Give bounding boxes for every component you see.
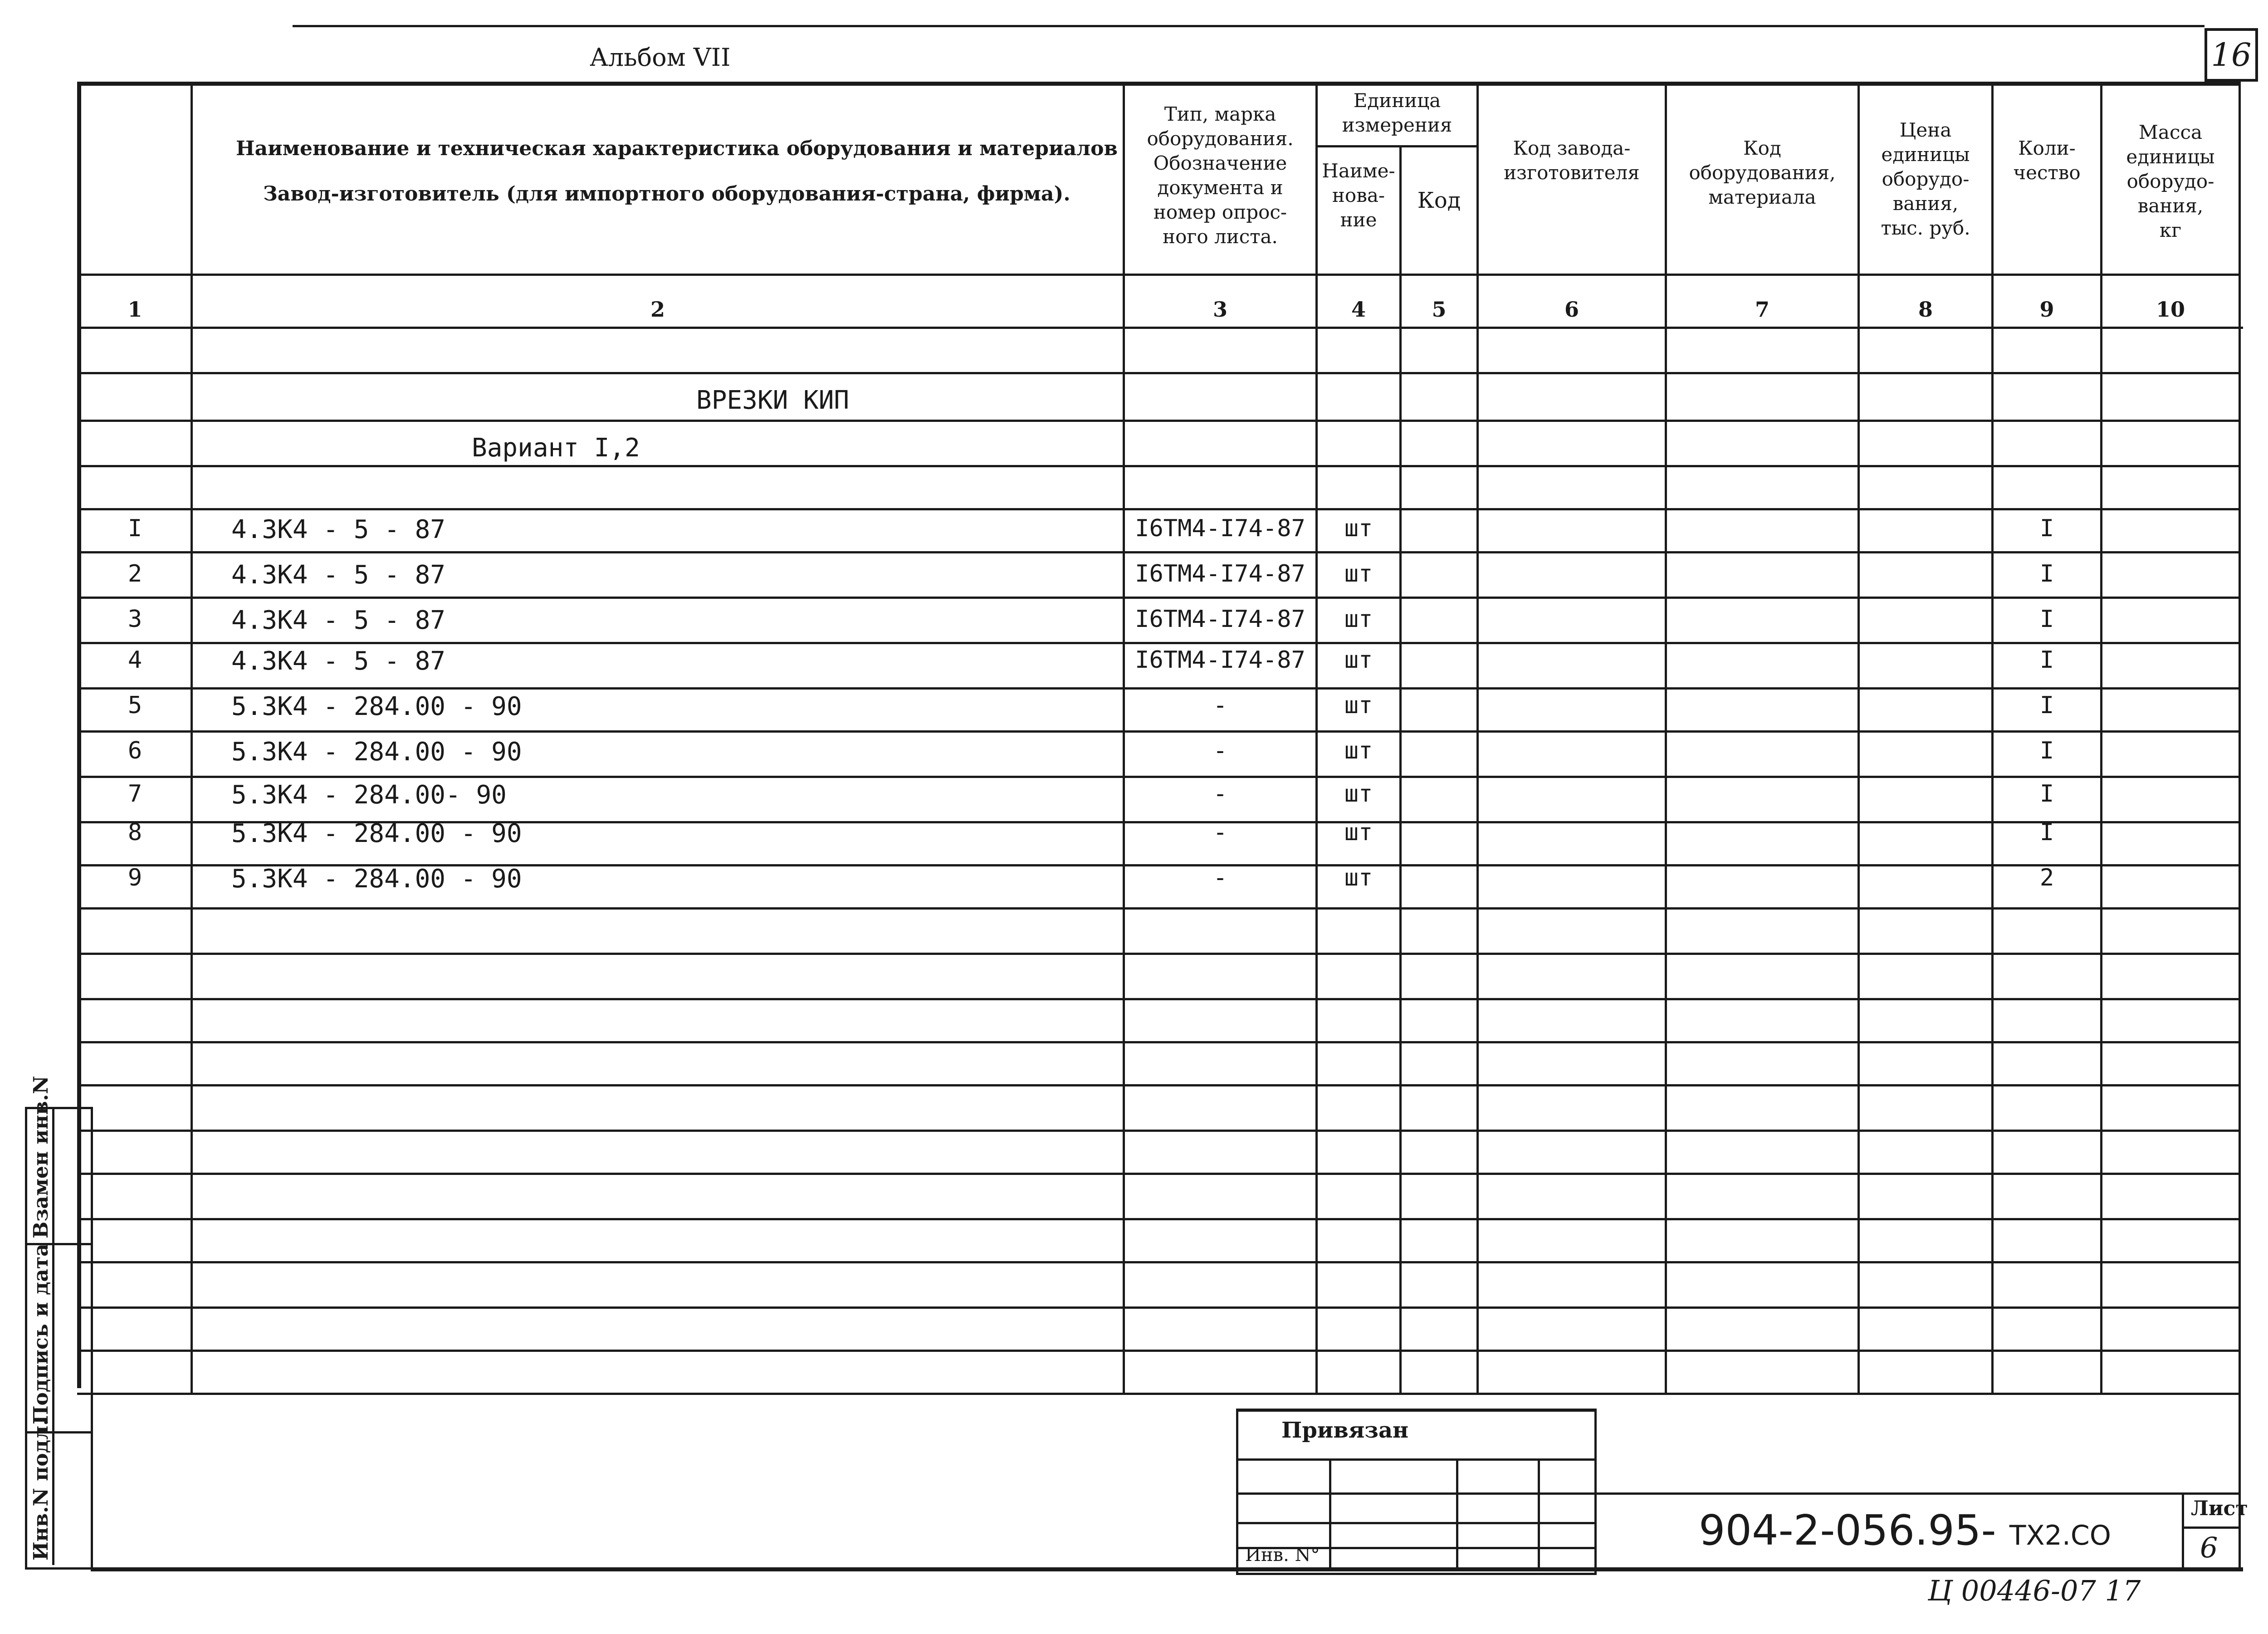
row-line xyxy=(77,776,2241,778)
section-title: ВРЕЗКИ КИП xyxy=(696,386,850,415)
col4-header-line: Наиме- xyxy=(1322,160,1395,182)
row-line xyxy=(77,372,2241,374)
item-type: I6ТМ4-I74-87 xyxy=(1135,606,1305,633)
row-line xyxy=(77,1350,2241,1352)
item-unit: шт xyxy=(1344,646,1373,674)
item-quantity: I xyxy=(2039,606,2054,633)
item-name: 4.ЗК4 - 5 - 87 xyxy=(231,515,446,544)
col7-divider xyxy=(1857,82,1860,1393)
list-label: Лист xyxy=(2191,1497,2248,1520)
col5-divider xyxy=(1476,82,1479,1393)
row-line xyxy=(77,687,2241,690)
row-line xyxy=(77,508,2241,510)
col1-divider xyxy=(191,82,193,1393)
unit-group-line: Единица xyxy=(1353,89,1441,112)
item-unit: шт xyxy=(1344,606,1373,633)
list-box-line xyxy=(2182,1526,2241,1529)
item-type: - xyxy=(1213,819,1227,846)
col6-header-line: изготовителя xyxy=(1504,161,1640,184)
column-number: 7 xyxy=(1755,297,1769,322)
sidebar-signature-date: Подпись и дата xyxy=(29,1243,53,1424)
item-type: - xyxy=(1213,737,1227,764)
list-number: 6 xyxy=(2200,1531,2218,1564)
col8-header xyxy=(1860,118,1991,240)
row-line xyxy=(77,420,2241,422)
col2-header-line2: Завод-изготовитель (для импортного оборудования-страна, фирма). xyxy=(263,182,1070,205)
col8-header-line: единицы xyxy=(1881,143,1970,166)
sheet-bottom-border xyxy=(91,1567,2243,1571)
item-name: 5.ЗК4 - 284.00 - 90 xyxy=(231,819,522,848)
item-unit: шт xyxy=(1344,515,1373,542)
row-line xyxy=(77,1261,2241,1263)
col10-header-line: единицы xyxy=(2126,146,2215,168)
col3-header-line: оборудования. xyxy=(1147,127,1294,150)
col9-header-line: Коли- xyxy=(2018,137,2076,159)
col2-header-line1: Наименование и техническая характеристика оборудования и материалов xyxy=(236,137,1118,160)
stamp-col xyxy=(1329,1458,1331,1570)
column-number: 3 xyxy=(1212,297,1227,322)
row-line xyxy=(77,1130,2241,1132)
col10-header-line: вания, xyxy=(2137,195,2204,217)
item-type: I6ТМ4-I74-87 xyxy=(1135,560,1305,587)
sheet-corner-number: 16 xyxy=(2204,28,2258,82)
table-top-border xyxy=(77,82,2241,86)
col4-header-line: нова- xyxy=(1332,184,1385,206)
col7-header xyxy=(1667,136,1857,210)
list-box-divider xyxy=(2182,1492,2184,1570)
row-line xyxy=(77,1173,2241,1175)
item-quantity: I xyxy=(2039,560,2054,587)
col3-header-line: Тип, марка xyxy=(1164,103,1276,125)
row-line xyxy=(77,998,2241,1000)
column-number: 9 xyxy=(2039,297,2054,322)
item-name: 5.ЗК4 - 284.00 - 90 xyxy=(231,692,522,721)
row-number: 7 xyxy=(127,780,142,807)
item-unit: шт xyxy=(1344,819,1373,846)
row-number: 2 xyxy=(127,560,142,587)
row-line xyxy=(77,1041,2241,1043)
col9-divider xyxy=(2100,82,2102,1393)
item-quantity: I xyxy=(2039,737,2054,764)
item-unit: шт xyxy=(1344,692,1373,719)
item-unit: шт xyxy=(1344,560,1373,587)
item-quantity: I xyxy=(2039,692,2054,719)
stamp-line xyxy=(1236,1522,1594,1524)
col10-header-line: кг xyxy=(2159,219,2182,241)
col7-header-line: оборудования, xyxy=(1689,161,1836,184)
col6-divider xyxy=(1665,82,1667,1393)
col8-header-line: тыс. руб. xyxy=(1881,217,1970,239)
column-number: 2 xyxy=(650,297,665,322)
col7-header-line: материала xyxy=(1708,186,1816,208)
row-line xyxy=(77,730,2241,733)
row-line xyxy=(77,551,2241,553)
document-code-suffix: ТХ2.СО xyxy=(2009,1520,2112,1551)
column-number: 4 xyxy=(1351,297,1366,322)
sheet-left-lower-border xyxy=(91,1393,93,1570)
row-line xyxy=(77,1084,2241,1086)
row-line xyxy=(77,597,2241,599)
stamp-privyazan: Привязан xyxy=(1281,1418,1409,1443)
item-name: 5.ЗК4 - 284.00 - 90 xyxy=(231,864,522,894)
item-quantity: I xyxy=(2039,819,2054,846)
document-code-main: 904-2-056.95- xyxy=(1699,1506,1996,1555)
unit-group-line: измерения xyxy=(1342,114,1452,136)
row-line xyxy=(77,953,2241,955)
numbers-bottom-line xyxy=(77,327,2243,329)
col4-header-line: ние xyxy=(1340,209,1377,231)
document-code xyxy=(1699,1506,2111,1555)
item-name: 4.ЗК4 - 5 - 87 xyxy=(231,606,446,635)
unit-subheader-line xyxy=(1318,145,1476,147)
stamp-col xyxy=(1456,1458,1458,1570)
col3-header-line: номер опрос- xyxy=(1153,201,1287,223)
col4-divider xyxy=(1399,145,1402,1393)
col10-header-line: Масса xyxy=(2138,121,2203,143)
row-number: 8 xyxy=(127,819,142,846)
item-quantity: I xyxy=(2039,515,2054,542)
unit-group-header xyxy=(1318,88,1476,137)
item-type: I6ТМ4-I74-87 xyxy=(1135,646,1305,674)
variant-label: Вариант I,2 xyxy=(472,433,640,463)
item-name: 4.ЗК4 - 5 - 87 xyxy=(231,646,446,676)
column-number: 5 xyxy=(1432,297,1447,322)
column-number: 8 xyxy=(1918,297,1933,322)
col3-header-line: документа и xyxy=(1157,176,1283,199)
item-type: - xyxy=(1213,692,1227,719)
item-name: 5.ЗК4 - 284.00- 90 xyxy=(231,780,507,810)
col4-header xyxy=(1318,159,1399,232)
row-number: 9 xyxy=(127,864,142,891)
item-type: I6ТМ4-I74-87 xyxy=(1135,515,1305,542)
stamp-line xyxy=(1236,1492,1594,1495)
row-line xyxy=(77,642,2241,644)
col3-header-line: ного листа. xyxy=(1163,225,1278,248)
row-number: I xyxy=(127,515,142,542)
row-number: 6 xyxy=(127,737,142,764)
item-type: - xyxy=(1213,864,1227,891)
stamp-inv-number: Инв. N° xyxy=(1245,1545,1320,1566)
item-quantity: 2 xyxy=(2039,864,2054,891)
stamp-col xyxy=(1538,1458,1540,1570)
row-line xyxy=(77,465,2241,467)
row-line xyxy=(77,1218,2241,1220)
title-block-top xyxy=(1592,1492,2241,1495)
col10-header-line: оборудо- xyxy=(2126,170,2214,192)
item-unit: шт xyxy=(1344,737,1373,764)
row-line xyxy=(77,907,2241,910)
col10-header xyxy=(2102,120,2239,243)
col8-header-line: вания, xyxy=(1892,192,1959,215)
item-quantity: I xyxy=(2039,646,2054,674)
sidebar-replaced-inv: Взамен инв.N xyxy=(29,1076,53,1238)
column-number: 6 xyxy=(1564,297,1579,322)
row-line xyxy=(77,1393,2241,1395)
item-unit: шт xyxy=(1344,780,1373,807)
col3-header xyxy=(1125,102,1315,249)
item-name: 5.ЗК4 - 284.00 - 90 xyxy=(231,737,522,767)
row-number: 5 xyxy=(127,692,142,719)
item-type: - xyxy=(1213,780,1227,807)
album-label: Альбом VII xyxy=(590,43,731,72)
col5-header: Код xyxy=(1417,188,1461,213)
row-line xyxy=(77,1306,2241,1309)
row-number: 4 xyxy=(127,646,142,674)
col9-header xyxy=(1994,136,2100,185)
col9-header-line: чество xyxy=(2013,161,2081,184)
column-number: 10 xyxy=(2156,297,2185,322)
stamp-line xyxy=(1236,1458,1594,1461)
sidebar-original-inv: Инв.N подл. xyxy=(29,1419,53,1561)
handwritten-footer-code: Ц 00446-07 17 xyxy=(1928,1574,2141,1607)
column-number: 1 xyxy=(127,297,142,322)
row-number: 3 xyxy=(127,606,142,633)
col8-header-line: оборудо- xyxy=(1882,168,1970,190)
col8-header-line: Цена xyxy=(1899,119,1952,141)
col3-header-line: Обозначение xyxy=(1153,152,1287,174)
col6-header xyxy=(1479,136,1665,185)
table-right-border xyxy=(2239,82,2241,1567)
item-unit: шт xyxy=(1344,864,1373,891)
col7-header-line: Код xyxy=(1743,137,1781,159)
top-rule xyxy=(293,25,2204,27)
col6-header-line: Код завода- xyxy=(1513,137,1631,159)
item-quantity: I xyxy=(2039,780,2054,807)
item-name: 4.ЗК4 - 5 - 87 xyxy=(231,560,446,590)
header-bottom-line xyxy=(77,274,2241,276)
